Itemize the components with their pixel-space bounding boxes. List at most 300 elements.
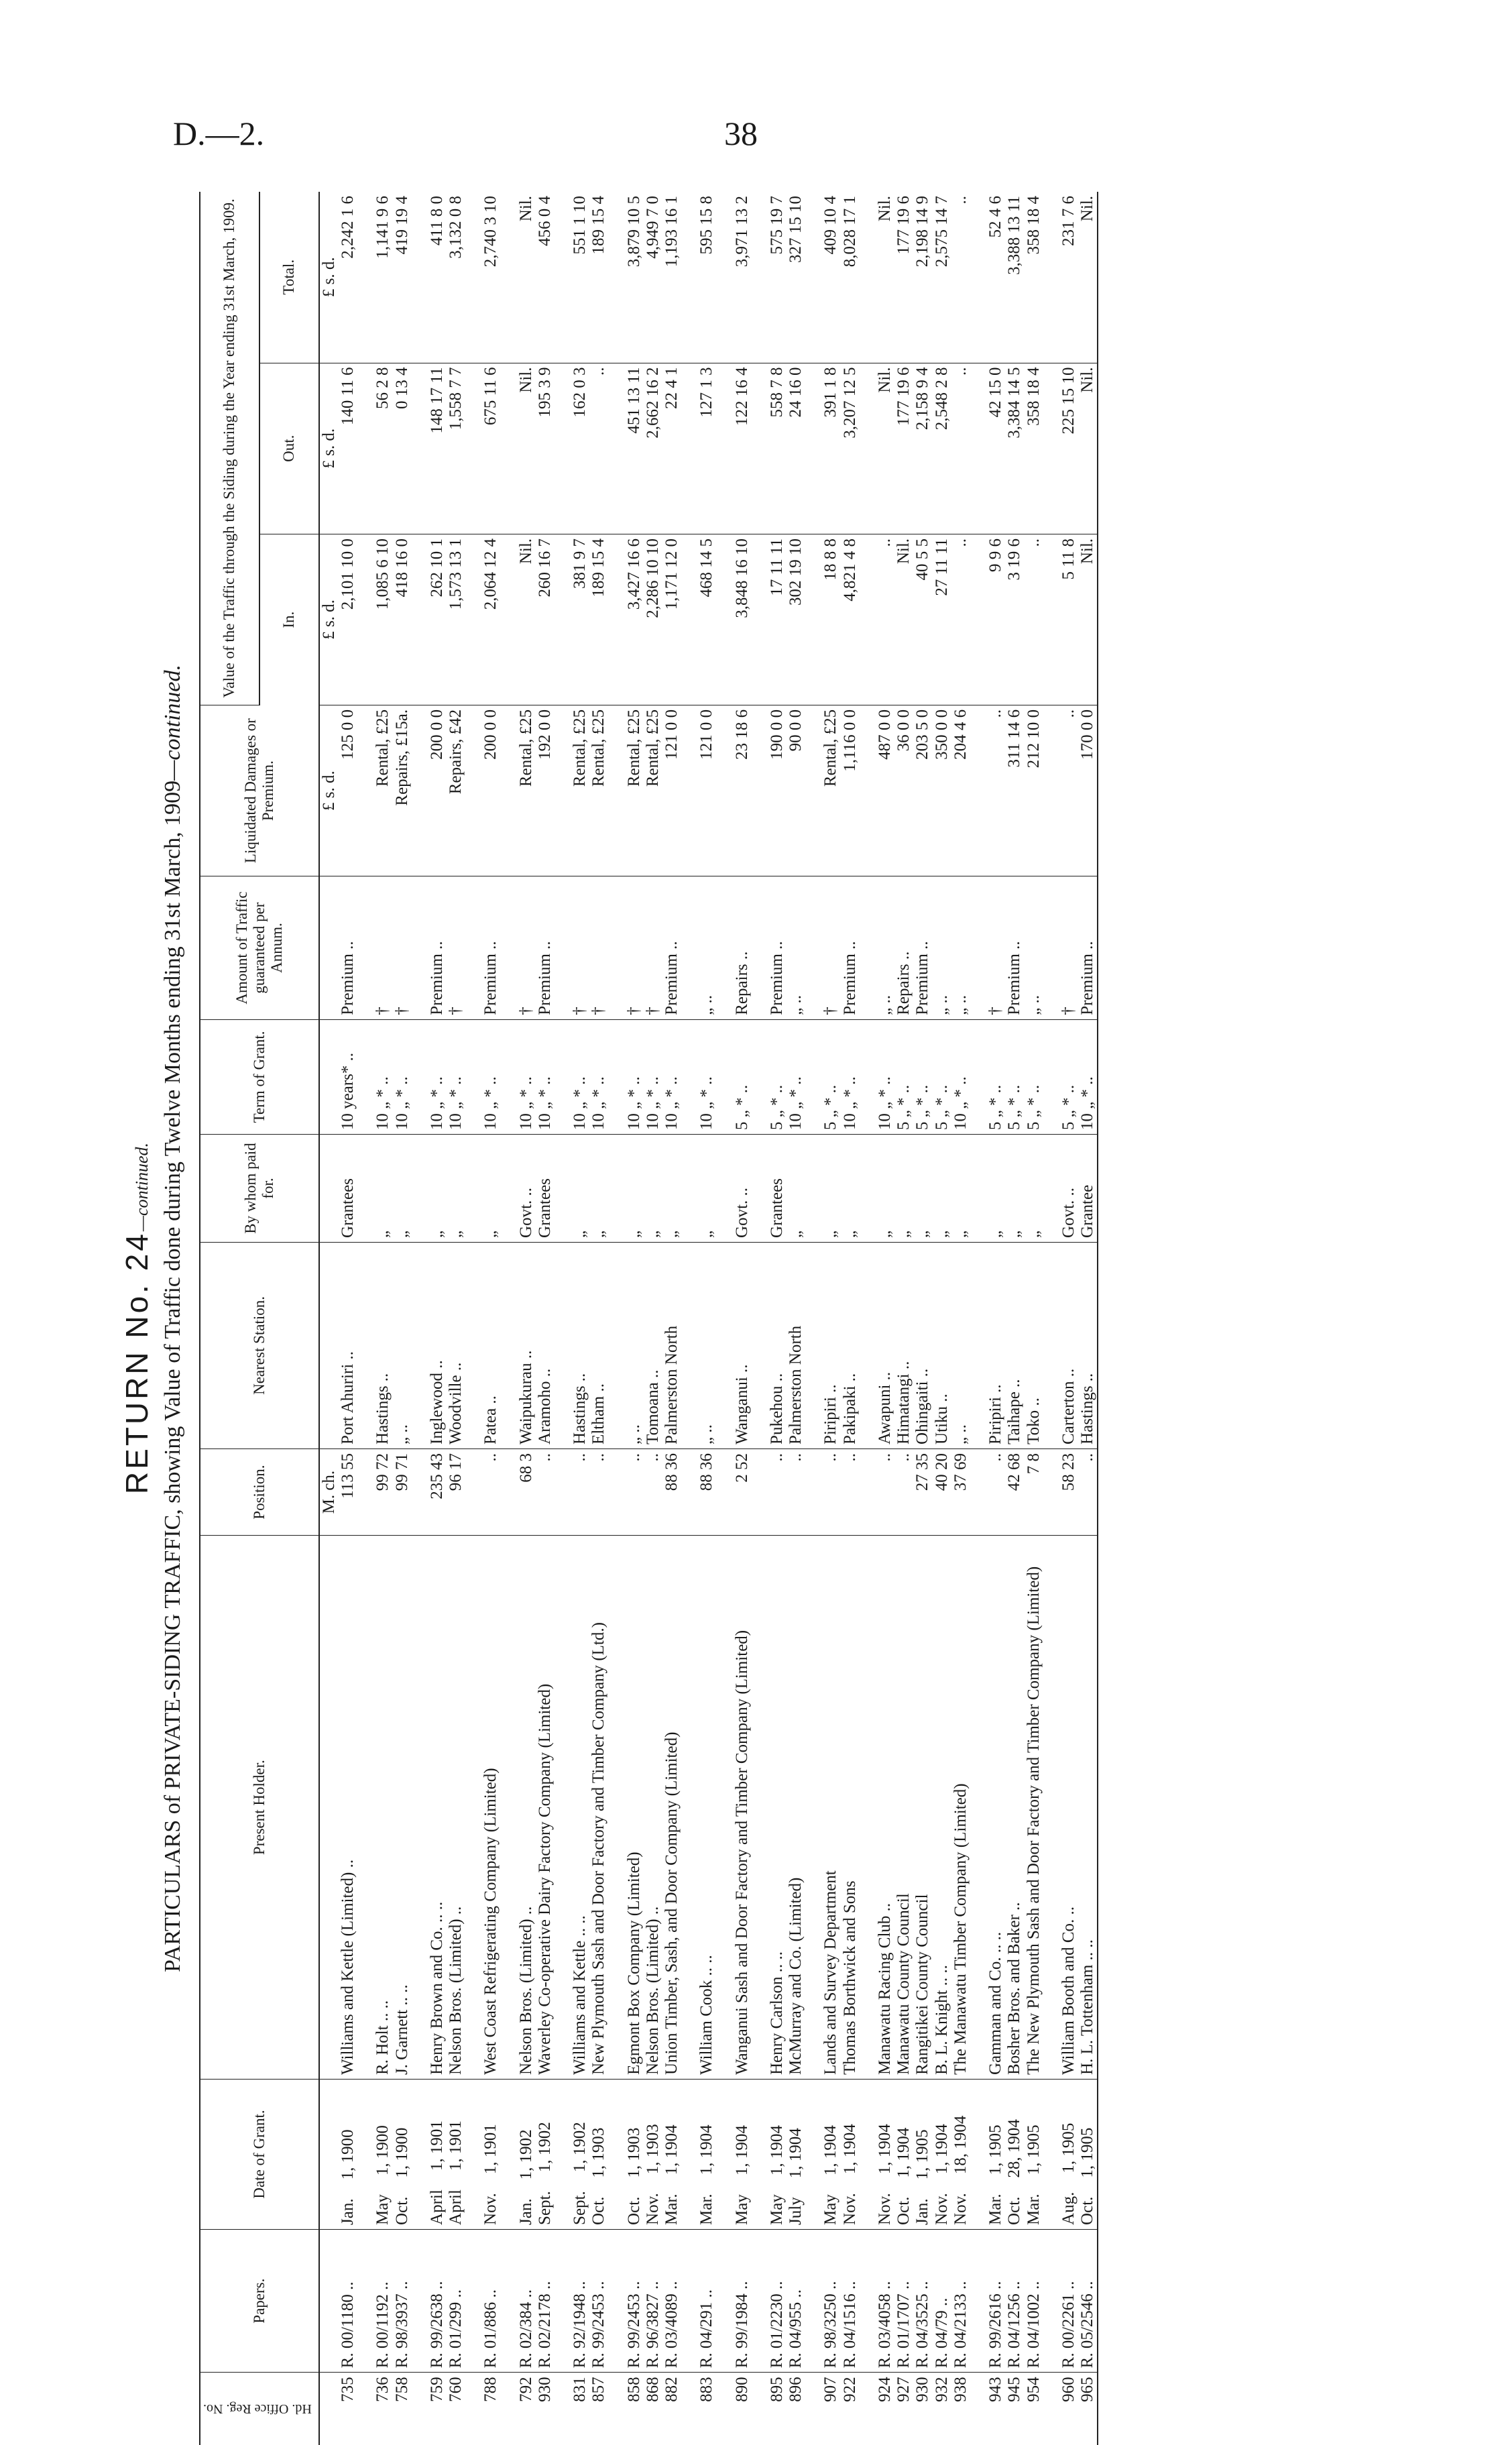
station-cell: Ohingaiti .. — [913, 1242, 932, 1448]
paid-by-cell: „ — [589, 1135, 608, 1243]
guaranteed-cell: Premium .. — [465, 876, 500, 1019]
date-month-cell — [805, 2080, 840, 2230]
holder-cell: J. Garnett .. .. — [393, 1536, 412, 2080]
papers-cell: R. 92/1948 .. — [555, 2229, 589, 2372]
guaranteed-cell: Repairs .. — [717, 876, 752, 1019]
term-cell: 10 „ * .. — [536, 1019, 555, 1134]
paid-by-cell: „ — [894, 1135, 913, 1243]
position-cell: .. — [644, 1448, 662, 1535]
date-month-cell — [609, 2080, 644, 2230]
value-total-cell: 1,193 16 1 — [662, 192, 681, 363]
value-total-cell: 2,575 14 7 — [933, 192, 951, 363]
station-cell: Piripiri .. — [805, 1242, 840, 1448]
term-cell: 5 „ * .. — [717, 1019, 752, 1134]
value-out-cell: 140 11 6 — [339, 363, 357, 534]
value-in-cell: Nil. — [1078, 534, 1098, 705]
grant-month: Oct. — [1078, 2196, 1097, 2225]
col-papers: Papers. — [200, 2229, 319, 2372]
col-in: In. — [259, 534, 319, 705]
holder-cell: Nelson Bros. (Limited) .. — [644, 1536, 662, 2080]
date-month-cell — [1025, 2080, 1043, 2230]
grant-month: May — [373, 2194, 392, 2225]
value-in-cell: 468 14 5 — [681, 534, 716, 705]
value-in-cell: 27 11 11 — [933, 534, 951, 705]
holder-cell: Nelson Bros. (Limited) .. — [447, 1536, 465, 2080]
guaranteed-cell: Premium .. — [1005, 876, 1024, 1019]
table-row — [841, 192, 860, 2445]
position-cell: .. — [752, 1448, 787, 1535]
grant-date: 1, 1904 — [894, 2127, 913, 2178]
station-cell: Eltham .. — [589, 1242, 608, 1448]
value-in-cell: 302 19 10 — [787, 534, 805, 705]
paid-by-cell: „ — [805, 1135, 840, 1243]
value-total-cell: 231 7 6 — [1043, 192, 1078, 363]
value-out-cell: 391 1 8 — [805, 363, 840, 534]
grant-date: 1, 1904 — [875, 2124, 894, 2175]
grant-month: Oct. — [894, 2196, 913, 2225]
term-cell: 5 „ * .. — [1025, 1019, 1043, 1134]
damages-cell: 170 0 0 — [1078, 705, 1098, 876]
value-total-cell: 3,132 0 8 — [447, 192, 465, 363]
term-cell: 10 „ * .. — [841, 1019, 860, 1134]
term-cell: 10 „ * .. — [951, 1019, 970, 1134]
term-cell: 10 „ * .. — [447, 1019, 465, 1134]
papers-cell: R. 03/4058 .. — [860, 2229, 894, 2372]
paid-by-cell: „ — [913, 1135, 932, 1243]
value-total-cell: 419 19 4 — [393, 192, 412, 363]
value-in-cell: .. — [951, 534, 970, 705]
paid-by-cell: „ — [555, 1135, 589, 1243]
table-row — [555, 192, 589, 2445]
term-cell: 5 „ * .. — [1005, 1019, 1024, 1134]
units-row — [319, 192, 339, 2445]
station-cell: „ .. — [609, 1242, 644, 1448]
date-month-cell — [681, 2080, 716, 2230]
station-cell: Inglewood .. — [412, 1242, 447, 1448]
value-out-cell: 148 17 11 — [412, 363, 447, 534]
date-month-cell — [447, 2080, 465, 2230]
paid-by-cell: „ — [970, 1135, 1005, 1243]
damages-cell: Repairs, £42 — [447, 705, 465, 876]
damages-cell: 23 18 6 — [717, 705, 752, 876]
table-row — [501, 192, 536, 2445]
papers-cell: R. 02/2178 .. — [536, 2229, 555, 2372]
value-out-cell: 1,558 7 7 — [447, 363, 465, 534]
reg-no-cell: 895 — [767, 2377, 786, 2402]
total-units: £ s. d. — [319, 192, 339, 363]
value-in-cell: 2,286 10 10 — [644, 534, 662, 705]
guaranteed-cell: † — [447, 876, 465, 1019]
station-cell: Himatangi .. — [894, 1242, 913, 1448]
station-cell: Pakipaki .. — [841, 1242, 860, 1448]
value-out-cell: Nil. — [860, 363, 894, 534]
damages-cell: 192 0 0 — [536, 705, 555, 876]
value-in-cell: 1,085 6 10 — [357, 534, 392, 705]
value-in-cell: 18 8 8 — [805, 534, 840, 705]
paid-by-cell: „ — [1005, 1135, 1024, 1243]
paid-by-cell: Grantees — [536, 1135, 555, 1243]
page-number: 38 — [724, 115, 758, 152]
grant-date: 1, 1905 — [913, 2129, 932, 2180]
papers-cell: R. 01/2230 .. — [752, 2229, 787, 2372]
value-out-cell: 24 16 0 — [787, 363, 805, 534]
station-cell: „ .. — [681, 1242, 716, 1448]
value-out-cell: 56 2 8 — [357, 363, 392, 534]
date-month-cell — [894, 2080, 913, 2230]
date-month-cell — [1078, 2080, 1098, 2230]
reg-no-cell: 965 — [1078, 2373, 1098, 2445]
table-row — [357, 192, 392, 2445]
date-month-cell — [841, 2080, 860, 2230]
siding-traffic-table — [199, 192, 1098, 2445]
term-cell: 10 years* .. — [339, 1019, 357, 1134]
term-cell: 10 „ * .. — [681, 1019, 716, 1134]
value-total-cell: 409 10 4 — [805, 192, 840, 363]
grant-month: Nov. — [481, 2193, 500, 2225]
papers-cell: R. 04/955 .. — [787, 2229, 805, 2372]
position-cell: 88 36 — [681, 1448, 716, 1535]
damages-cell: 212 10 0 — [1025, 705, 1043, 876]
holder-cell: Waverley Co-operative Dairy Factory Company (Limited) — [536, 1536, 555, 2080]
term-cell: 10 „ * .. — [555, 1019, 589, 1134]
date-month-cell — [970, 2080, 1005, 2230]
holder-cell: Williams and Kettle (Limited) .. — [339, 1536, 357, 2080]
station-cell: „ .. — [393, 1242, 412, 1448]
term-cell: 10 „ * .. — [589, 1019, 608, 1134]
papers-cell: R. 01/886 .. — [465, 2229, 500, 2372]
holder-cell: Thomas Borthwick and Sons — [841, 1536, 860, 2080]
holder-cell: Manawatu County Council — [894, 1536, 913, 2080]
value-total-cell: 327 15 10 — [787, 192, 805, 363]
paid-by-cell: „ — [681, 1135, 716, 1243]
position-cell: .. — [841, 1448, 860, 1535]
date-month-cell — [933, 2080, 951, 2230]
papers-cell: R. 01/1707 .. — [894, 2229, 913, 2372]
guaranteed-cell: † — [805, 876, 840, 1019]
term-cell: 5 „ * .. — [752, 1019, 787, 1134]
value-in-cell: 260 16 7 — [536, 534, 555, 705]
position-cell: .. — [860, 1448, 894, 1535]
position-cell: 88 36 — [662, 1448, 681, 1535]
station-cell: Aramoho .. — [536, 1242, 555, 1448]
table-row — [805, 192, 840, 2445]
damages-cell: 200 0 0 — [465, 705, 500, 876]
guaranteed-cell: Premium .. — [412, 876, 447, 1019]
reg-no-cell: 868 — [643, 2377, 662, 2402]
station-cell: Utiku .. — [933, 1242, 951, 1448]
value-out-cell: 3,384 14 5 — [1005, 363, 1024, 534]
station-cell: Waipukurau .. — [501, 1242, 536, 1448]
table-row — [970, 192, 1005, 2445]
grant-date: 1, 1903 — [643, 2124, 662, 2175]
grant-month: Oct. — [589, 2196, 608, 2225]
grant-date: 1, 1904 — [932, 2124, 951, 2175]
station-cell: Toko .. — [1025, 1242, 1043, 1448]
guaranteed-cell: † — [970, 876, 1005, 1019]
date-month-cell — [1043, 2080, 1078, 2230]
term-cell: 5 „ * .. — [913, 1019, 932, 1134]
papers-cell: R. 04/1516 .. — [841, 2229, 860, 2372]
grant-month: April — [427, 2190, 446, 2225]
damages-cell: 350 0 0 — [933, 705, 951, 876]
damages-cell: 1,116 0 0 — [841, 705, 860, 876]
table-row — [393, 192, 412, 2445]
term-cell: 10 „ * .. — [609, 1019, 644, 1134]
guaranteed-cell: † — [609, 876, 644, 1019]
paid-by-cell: „ — [393, 1135, 412, 1243]
holder-cell: H. L. Tottenham .. .. — [1078, 1536, 1098, 2080]
paid-by-cell: „ — [609, 1135, 644, 1243]
holder-cell: Gamman and Co. .. .. — [970, 1536, 1005, 2080]
col-value-group: Value of the Traffic through the Siding during the Year ending 31st March, 1909. — [200, 192, 259, 705]
paid-by-cell: Grantee — [1078, 1135, 1098, 1243]
value-in-cell: Nil. — [894, 534, 913, 705]
col-out: Out. — [259, 363, 319, 534]
paid-by-cell: „ — [447, 1135, 465, 1243]
papers-cell: R. 04/3525 .. — [913, 2229, 932, 2372]
table-row — [644, 192, 662, 2445]
grant-date: 1, 1902 — [516, 2129, 535, 2180]
papers-cell: R. 00/1192 .. — [357, 2229, 392, 2372]
reg-no-cell: 930 — [913, 2377, 932, 2402]
term-cell: 5 „ * .. — [1043, 1019, 1078, 1134]
return-title-text: RETURN No. 24 — [119, 1231, 154, 1495]
grant-date: 1, 1905 — [1024, 2124, 1043, 2175]
col-position: Position. — [200, 1448, 319, 1535]
reg-no-cell: 907 — [821, 2377, 840, 2402]
damages-cell: .. — [970, 705, 1005, 876]
col-hd-office — [200, 2373, 319, 2445]
damages-cell: Rental, £25 — [501, 705, 536, 876]
date-month-cell — [787, 2080, 805, 2230]
reg-no-cell: 927 — [894, 2377, 913, 2402]
value-out-cell: 122 16 4 — [717, 363, 752, 534]
papers-cell: R. 04/2133 .. — [951, 2229, 970, 2372]
col-term: Term of Grant. — [200, 1019, 319, 1134]
value-out-cell: 177 19 6 — [894, 363, 913, 534]
reg-no-cell: 792 — [516, 2377, 535, 2402]
col-date: Date of Grant. — [200, 2080, 319, 2230]
damages-cell: 121 0 0 — [681, 705, 716, 876]
reg-no-cell: 924 — [875, 2377, 894, 2402]
value-in-cell: 1,573 13 1 — [447, 534, 465, 705]
grant-month: Oct. — [392, 2196, 411, 2225]
col-station: Nearest Station. — [200, 1242, 319, 1448]
paid-by-cell: „ — [933, 1135, 951, 1243]
table-row — [787, 192, 805, 2445]
station-cell: Hastings .. — [555, 1242, 589, 1448]
date-month-cell — [501, 2080, 536, 2230]
guaranteed-cell: „ .. — [933, 876, 951, 1019]
value-total-cell: 8,028 17 1 — [841, 192, 860, 363]
holder-cell: William Booth and Co. .. — [1043, 1536, 1078, 2080]
table-row — [913, 192, 932, 2445]
holder-cell: Union Timber, Sash, and Door Company (Limited) — [662, 1536, 681, 2080]
grant-month: Jan. — [516, 2198, 535, 2225]
position-cell: .. — [465, 1448, 500, 1535]
term-cell: 5 „ * .. — [894, 1019, 913, 1134]
paid-by-cell: Grantees — [752, 1135, 787, 1243]
station-cell: Palmerston North — [787, 1242, 805, 1448]
value-total-cell: 3,971 13 2 — [717, 192, 752, 363]
reg-no-cell: 857 — [589, 2377, 608, 2402]
value-in-cell: .. — [1025, 534, 1043, 705]
return-title-suffix: —continued. — [132, 1142, 152, 1232]
reg-no-cell: 932 — [932, 2377, 951, 2402]
value-out-cell: 22 4 1 — [662, 363, 681, 534]
holder-cell: Williams and Kettle .. .. — [555, 1536, 589, 2080]
date-month-cell — [913, 2080, 932, 2230]
papers-cell: R. 98/3250 .. — [805, 2229, 840, 2372]
grant-month: Mar. — [986, 2194, 1005, 2225]
reg-no-cell: 960 — [1059, 2377, 1078, 2402]
guaranteed-cell: † — [1043, 876, 1078, 1019]
value-total-cell: Nil. — [860, 192, 894, 363]
position-cell: 99 71 — [393, 1448, 412, 1535]
value-total-cell: 1,141 9 6 — [357, 192, 392, 363]
damages-cell: Rental, £25 — [609, 705, 644, 876]
position-cell: 42 68 — [1005, 1448, 1024, 1535]
station-cell: Taihape .. — [1005, 1242, 1024, 1448]
position-cell: 7 8 — [1025, 1448, 1043, 1535]
value-out-cell: 3,207 12 5 — [841, 363, 860, 534]
value-out-cell: 451 13 11 — [609, 363, 644, 534]
value-in-cell: 3,848 16 10 — [717, 534, 752, 705]
paid-by-cell: Govt. .. — [501, 1135, 536, 1243]
grant-month: Jan. — [339, 2198, 357, 2225]
value-in-cell: 17 11 11 — [752, 534, 787, 705]
value-total-cell: .. — [951, 192, 970, 363]
damages-cell: Rental, £25 — [644, 705, 662, 876]
station-cell: Palmerston North — [662, 1242, 681, 1448]
grant-month: Nov. — [840, 2193, 859, 2225]
table-row — [447, 192, 465, 2445]
value-in-cell: 3 19 6 — [1005, 534, 1024, 705]
value-total-cell: 177 19 6 — [894, 192, 913, 363]
table-title — [160, 192, 186, 2445]
grant-month: Oct. — [1005, 2196, 1024, 2225]
position-cell: .. — [555, 1448, 589, 1535]
guaranteed-cell: „ .. — [951, 876, 970, 1019]
table-row — [412, 192, 447, 2445]
position-cell: .. — [894, 1448, 913, 1535]
table-row — [465, 192, 500, 2445]
grant-month: Nov. — [951, 2193, 970, 2225]
grant-date: 1, 1905 — [1078, 2127, 1097, 2178]
table-row — [589, 192, 608, 2445]
col-holder: Present Holder. — [200, 1536, 319, 2080]
grant-date: 1, 1902 — [571, 2122, 589, 2173]
grant-date: 1, 1904 — [732, 2125, 751, 2176]
value-total-cell: 456 0 4 — [536, 192, 555, 363]
reg-no-cell: 736 — [373, 2377, 392, 2402]
damages-cell: 311 14 6 — [1005, 705, 1024, 876]
position-cell: .. — [787, 1448, 805, 1535]
grant-date: 1, 1901 — [427, 2120, 446, 2171]
grant-date: 1, 1901 — [447, 2120, 465, 2171]
table-row — [860, 192, 894, 2445]
value-total-cell: 575 19 7 — [752, 192, 787, 363]
paid-by-cell: „ — [951, 1135, 970, 1243]
paid-by-cell: Grantees — [339, 1135, 357, 1243]
paid-by-cell: „ — [662, 1135, 681, 1243]
return-title — [119, 192, 155, 2445]
damages-cell: Repairs, £15a. — [393, 705, 412, 876]
value-out-cell: 162 0 3 — [555, 363, 589, 534]
guaranteed-cell: † — [357, 876, 392, 1019]
station-cell: „ .. — [951, 1242, 970, 1448]
table-row — [609, 192, 644, 2445]
papers-cell: R. 99/2453 .. — [589, 2229, 608, 2372]
position-cell: 99 72 — [357, 1448, 392, 1535]
value-out-cell: 675 11 6 — [465, 363, 500, 534]
value-in-cell: 4,821 4 8 — [841, 534, 860, 705]
paid-by-cell: Govt. .. — [717, 1135, 752, 1243]
damages-cell: Rental, £25 — [589, 705, 608, 876]
position-cell: .. — [609, 1448, 644, 1535]
col-guaranteed: Amount of Traffic guaranteed per Annum. — [200, 876, 319, 1019]
term-cell: 10 „ * .. — [1078, 1019, 1098, 1134]
reg-no-cell: 890 — [732, 2377, 751, 2402]
value-out-cell: .. — [951, 363, 970, 534]
damages-cell: Rental, £25 — [555, 705, 589, 876]
grant-date: 1, 1901 — [481, 2124, 500, 2175]
damages-cell: 125 0 0 — [339, 705, 357, 876]
papers-cell: R. 99/2453 .. — [609, 2229, 644, 2372]
position-cell: .. — [805, 1448, 840, 1535]
table-title-text: PARTICULARS of PRIVATE-SIDING TRAFFIC, showing Value of Traffic done during Twelve Months ending 31st March, 1909 — [160, 780, 185, 1972]
value-out-cell: .. — [589, 363, 608, 534]
papers-cell: R. 00/2261 .. — [1043, 2229, 1078, 2372]
holder-cell: Henry Brown and Co. .. .. — [412, 1536, 447, 2080]
station-cell: Piripiri .. — [970, 1242, 1005, 1448]
grant-month: Mar. — [662, 2194, 681, 2225]
damages-cell: 36 0 0 — [894, 705, 913, 876]
guaranteed-cell: † — [393, 876, 412, 1019]
term-cell: 10 „ * .. — [393, 1019, 412, 1134]
guaranteed-cell: „ .. — [1025, 876, 1043, 1019]
value-out-cell: 0 13 4 — [393, 363, 412, 534]
position-cell: 40 20 — [933, 1448, 951, 1535]
value-total-cell: 4,949 7 0 — [644, 192, 662, 363]
value-total-cell: 2,242 1 6 — [339, 192, 357, 363]
value-in-cell: 2,064 12 4 — [465, 534, 500, 705]
value-in-cell: 5 11 8 — [1043, 534, 1078, 705]
guaranteed-cell: Premium .. — [662, 876, 681, 1019]
table-header — [200, 192, 319, 2445]
station-cell: Patea .. — [465, 1242, 500, 1448]
damages-cell: 121 0 0 — [662, 705, 681, 876]
position-units: M. ch. — [319, 1448, 339, 1535]
guaranteed-cell: „ .. — [860, 876, 894, 1019]
table-row — [662, 192, 681, 2445]
value-in-cell: 262 10 1 — [412, 534, 447, 705]
holder-cell: Wanganui Sash and Door Factory and Timber Company (Limited) — [717, 1536, 752, 2080]
guaranteed-cell: Premium .. — [913, 876, 932, 1019]
term-cell: 10 „ * .. — [787, 1019, 805, 1134]
reg-no-cell: 759 — [427, 2377, 446, 2402]
holder-cell: R. Holt .. .. — [357, 1536, 392, 2080]
value-out-cell: 2,158 9 4 — [913, 363, 932, 534]
reg-no-cell: 922 — [840, 2377, 859, 2402]
papers-cell: R. 99/2616 .. — [970, 2229, 1005, 2372]
date-month-cell — [465, 2080, 500, 2230]
position-cell: .. — [536, 1448, 555, 1535]
station-cell: Woodville .. — [447, 1242, 465, 1448]
term-cell: 10 „ * .. — [501, 1019, 536, 1134]
paid-by-cell: „ — [412, 1135, 447, 1243]
paid-by-cell: „ — [1025, 1135, 1043, 1243]
